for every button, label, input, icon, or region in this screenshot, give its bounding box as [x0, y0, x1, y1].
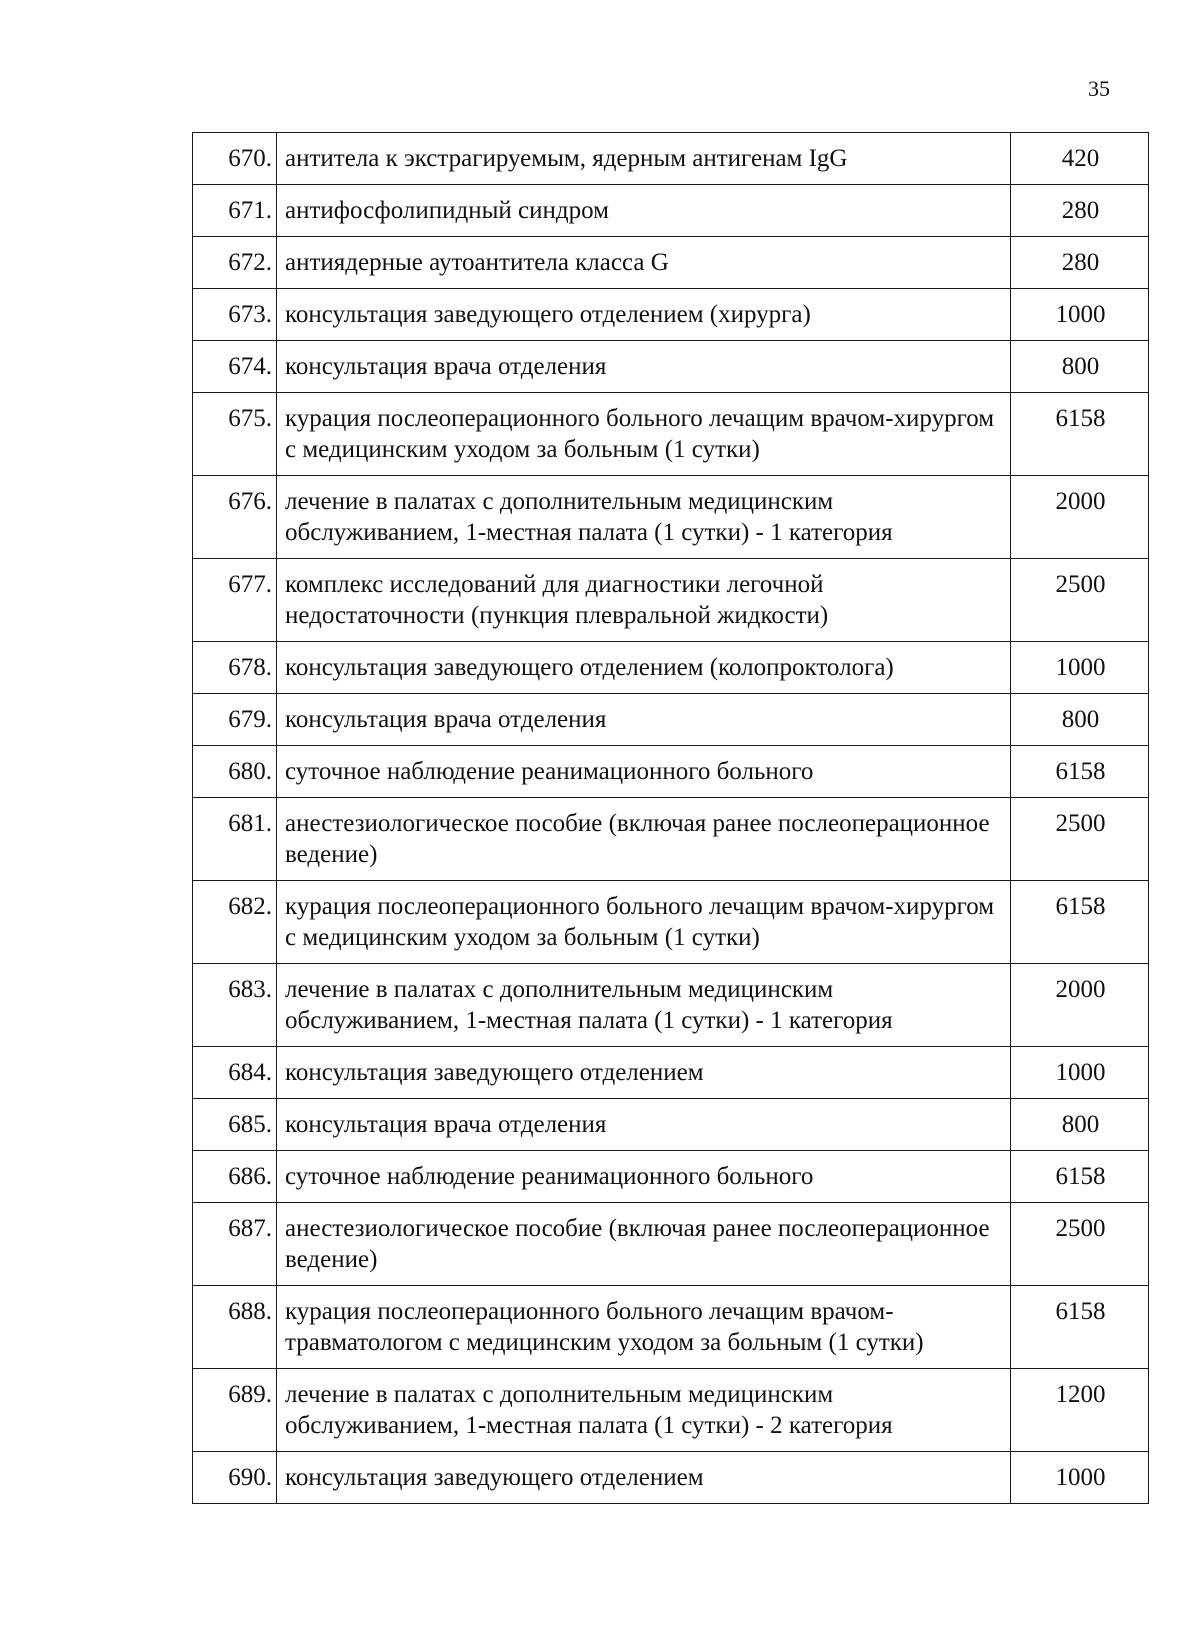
- row-number: 689.: [193, 1369, 277, 1452]
- service-price: 280: [1011, 185, 1149, 237]
- service-price: 6158: [1011, 1286, 1149, 1369]
- service-price: 280: [1011, 237, 1149, 289]
- table-row: [193, 746, 1149, 798]
- row-number: 673.: [193, 289, 277, 341]
- service-price: 2500: [1011, 1203, 1149, 1286]
- table-row: [193, 1151, 1149, 1203]
- table-row: [193, 1369, 1149, 1452]
- table-row: [193, 1047, 1149, 1099]
- service-price: 1000: [1011, 1047, 1149, 1099]
- service-price: 2500: [1011, 559, 1149, 642]
- table-row: [193, 964, 1149, 1047]
- row-number: 672.: [193, 237, 277, 289]
- table-row: [193, 694, 1149, 746]
- service-name: анестезиологическое пособие (включая ранее послеоперационное ведение): [277, 1203, 1011, 1286]
- row-number: 670.: [193, 133, 277, 185]
- service-price: 1000: [1011, 1452, 1149, 1504]
- row-number: 683.: [193, 964, 277, 1047]
- service-price: 1000: [1011, 289, 1149, 341]
- table-row: [193, 1452, 1149, 1504]
- service-name: суточное наблюдение реанимационного больного: [277, 746, 1011, 798]
- table-row: [193, 237, 1149, 289]
- table-row: [193, 1286, 1149, 1369]
- service-name: консультация врача отделения: [277, 1099, 1011, 1151]
- service-price: 2500: [1011, 798, 1149, 881]
- service-name: курация послеоперационного больного лечащим врачом-хирургом с медицинским уходом за больным (1 сутки): [277, 393, 1011, 476]
- service-name: антитела к экстрагируемым, ядерным антигенам IgG: [277, 133, 1011, 185]
- row-number: 678.: [193, 642, 277, 694]
- row-number: 676.: [193, 476, 277, 559]
- table-row: [193, 798, 1149, 881]
- row-number: 680.: [193, 746, 277, 798]
- service-price: 800: [1011, 341, 1149, 393]
- service-price: 800: [1011, 1099, 1149, 1151]
- row-number: 687.: [193, 1203, 277, 1286]
- table-row: [193, 1203, 1149, 1286]
- service-price: 6158: [1011, 393, 1149, 476]
- table-row: [193, 133, 1149, 185]
- service-name: курация послеоперационного больного лечащим врачом-хирургом с медицинским уходом за больным (1 сутки): [277, 881, 1011, 964]
- row-number: 685.: [193, 1099, 277, 1151]
- row-number: 671.: [193, 185, 277, 237]
- service-name: лечение в палатах с дополнительным медицинским обслуживанием, 1-местная палата (1 сутки) - 1 категория: [277, 476, 1011, 559]
- row-number: 679.: [193, 694, 277, 746]
- row-number: 684.: [193, 1047, 277, 1099]
- service-price: 2000: [1011, 476, 1149, 559]
- table-row: [193, 642, 1149, 694]
- table-row: [193, 476, 1149, 559]
- service-price: 800: [1011, 694, 1149, 746]
- table-row: [193, 289, 1149, 341]
- service-name: консультация заведующего отделением (колопроктолога): [277, 642, 1011, 694]
- service-price: 6158: [1011, 1151, 1149, 1203]
- service-price: 6158: [1011, 746, 1149, 798]
- service-name: консультация заведующего отделением: [277, 1452, 1011, 1504]
- service-name: анестезиологическое пособие (включая ранее послеоперационное ведение): [277, 798, 1011, 881]
- service-name: лечение в палатах с дополнительным медицинским обслуживанием, 1-местная палата (1 сутки) - 2 категория: [277, 1369, 1011, 1452]
- table-row: [193, 881, 1149, 964]
- service-price: 1200: [1011, 1369, 1149, 1452]
- service-name: антиядерные аутоантитела класса G: [277, 237, 1011, 289]
- row-number: 682.: [193, 881, 277, 964]
- table-row: [193, 341, 1149, 393]
- table-row: [193, 185, 1149, 237]
- row-number: 675.: [193, 393, 277, 476]
- service-name: курация послеоперационного больного лечащим врачом-травматологом с медицинским уходом за больным (1 сутки): [277, 1286, 1011, 1369]
- table-row: [193, 393, 1149, 476]
- service-name: лечение в палатах с дополнительным медицинским обслуживанием, 1-местная палата (1 сутки) - 1 категория: [277, 964, 1011, 1047]
- service-name: антифосфолипидный синдром: [277, 185, 1011, 237]
- service-name: комплекс исследований для диагностики легочной недостаточности (пункция плевральной жидкости): [277, 559, 1011, 642]
- service-name: консультация врача отделения: [277, 341, 1011, 393]
- row-number: 686.: [193, 1151, 277, 1203]
- table-row: [193, 1099, 1149, 1151]
- service-price: 2000: [1011, 964, 1149, 1047]
- price-table: [192, 132, 1149, 1504]
- service-name: суточное наблюдение реанимационного больного: [277, 1151, 1011, 1203]
- service-price: 6158: [1011, 881, 1149, 964]
- service-name: консультация врача отделения: [277, 694, 1011, 746]
- service-name: консультация заведующего отделением: [277, 1047, 1011, 1099]
- row-number: 674.: [193, 341, 277, 393]
- service-name: консультация заведующего отделением (хирурга): [277, 289, 1011, 341]
- table-row: [193, 559, 1149, 642]
- row-number: 681.: [193, 798, 277, 881]
- service-price: 420: [1011, 133, 1149, 185]
- row-number: 677.: [193, 559, 277, 642]
- row-number: 690.: [193, 1452, 277, 1504]
- service-price: 1000: [1011, 642, 1149, 694]
- page-number: 35: [1088, 76, 1110, 101]
- row-number: 688.: [193, 1286, 277, 1369]
